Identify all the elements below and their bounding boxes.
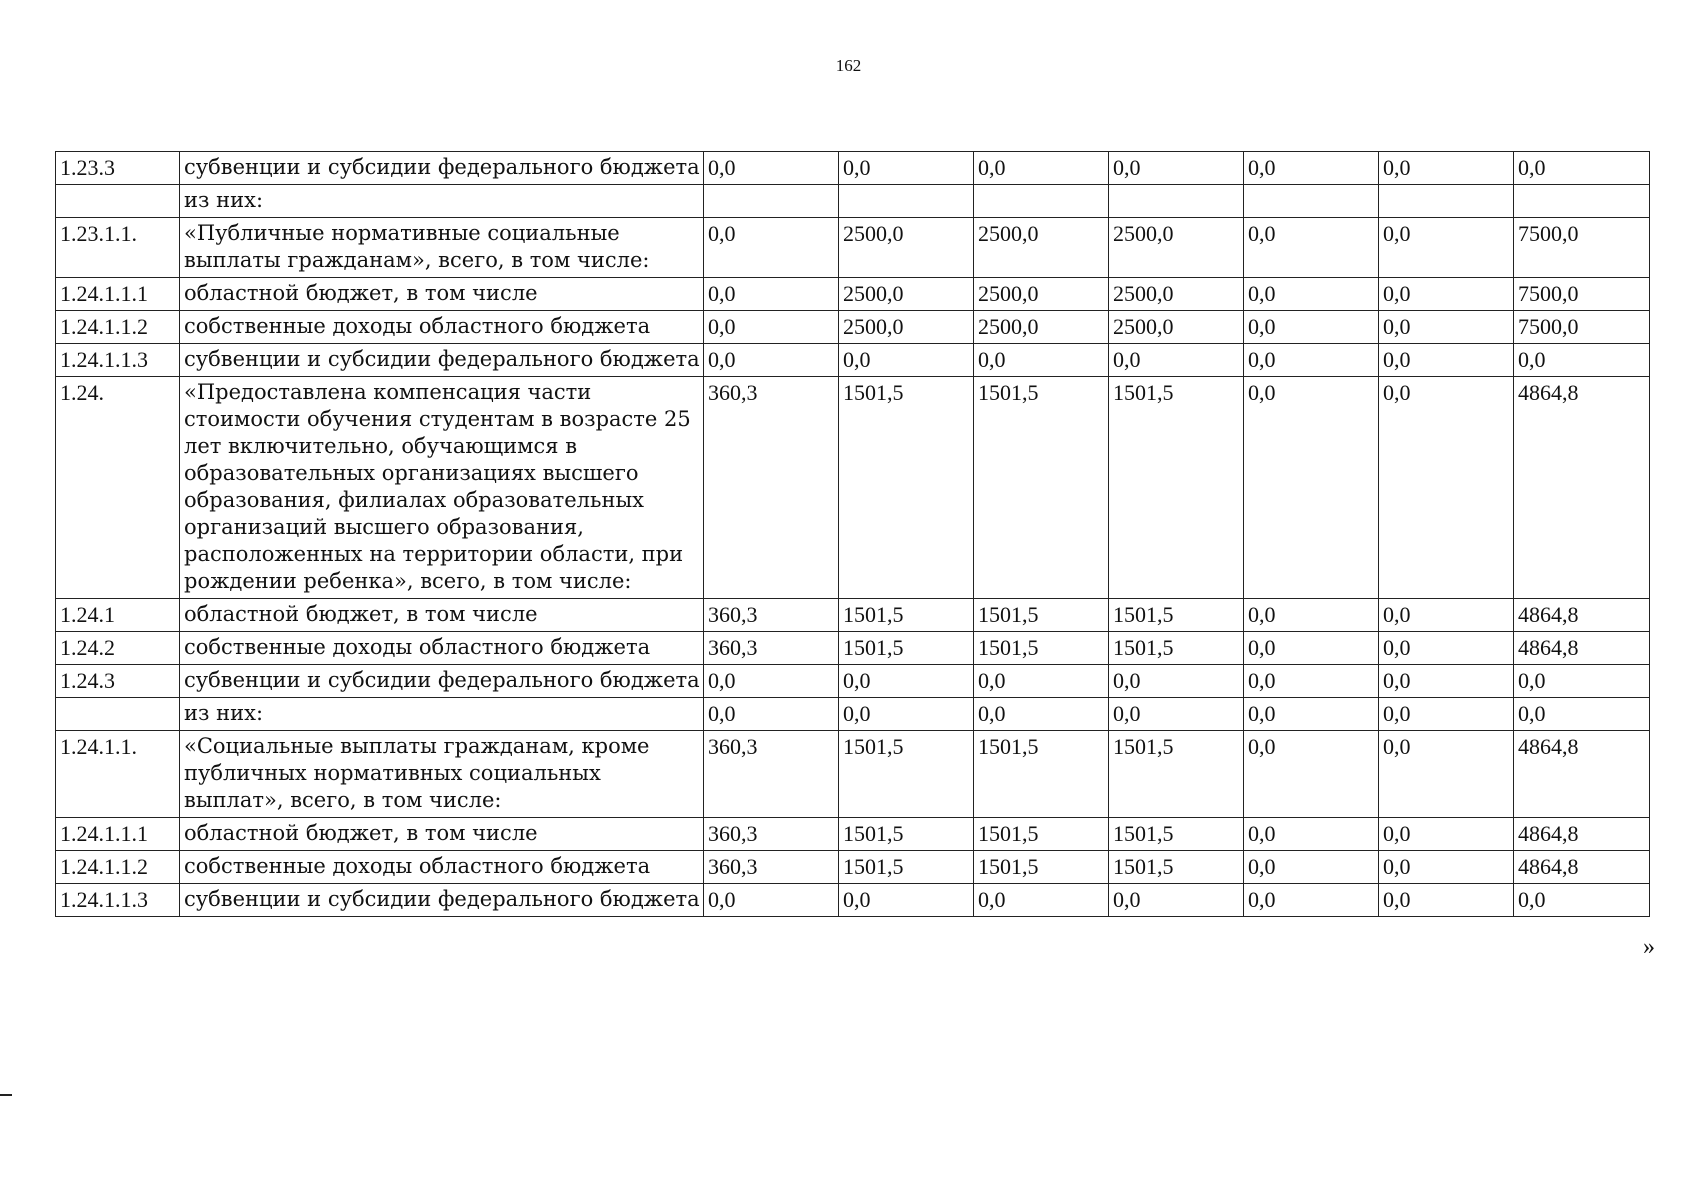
row-name-cell: субвенции и субсидии федерального бюджета bbox=[180, 665, 704, 698]
row-name-cell: собственные доходы областного бюджета bbox=[180, 851, 704, 884]
value-cell: 0,0 bbox=[974, 344, 1109, 377]
row-name-cell: субвенции и субсидии федерального бюджета bbox=[180, 152, 704, 185]
value-cell: 0,0 bbox=[1379, 311, 1514, 344]
value-cell: 1501,5 bbox=[974, 377, 1109, 599]
value-cell: 0,0 bbox=[1109, 152, 1244, 185]
table-row bbox=[56, 665, 1650, 698]
value-cell: 0,0 bbox=[1379, 377, 1514, 599]
value-cell: 0,0 bbox=[704, 311, 839, 344]
row-code-cell: 1.24.1 bbox=[56, 599, 180, 632]
value-cell: 2500,0 bbox=[1109, 278, 1244, 311]
value-cell: 1501,5 bbox=[974, 632, 1109, 665]
value-cell: 7500,0 bbox=[1514, 278, 1650, 311]
value-cell: 1501,5 bbox=[1109, 632, 1244, 665]
value-cell bbox=[974, 185, 1109, 218]
value-cell: 0,0 bbox=[1244, 152, 1379, 185]
value-cell: 0,0 bbox=[704, 152, 839, 185]
value-cell: 0,0 bbox=[1379, 278, 1514, 311]
table-row bbox=[56, 599, 1650, 632]
row-code-cell: 1.24.1.1.3 bbox=[56, 884, 180, 917]
value-cell: 1501,5 bbox=[974, 731, 1109, 818]
value-cell: 0,0 bbox=[974, 152, 1109, 185]
row-code-cell: 1.24. bbox=[56, 377, 180, 599]
value-cell: 1501,5 bbox=[839, 851, 974, 884]
row-name-cell: «Публичные нормативные социальные выплаты гражданам», всего, в том числе: bbox=[180, 218, 704, 278]
value-cell: 0,0 bbox=[1109, 665, 1244, 698]
value-cell: 1501,5 bbox=[839, 731, 974, 818]
row-code-cell: 1.24.1.1.3 bbox=[56, 344, 180, 377]
value-cell: 0,0 bbox=[1244, 731, 1379, 818]
value-cell: 0,0 bbox=[1379, 731, 1514, 818]
row-name-cell: из них: bbox=[180, 698, 704, 731]
value-cell bbox=[1379, 185, 1514, 218]
value-cell: 0,0 bbox=[1109, 884, 1244, 917]
value-cell: 1501,5 bbox=[839, 818, 974, 851]
value-cell: 0,0 bbox=[1244, 599, 1379, 632]
value-cell: 2500,0 bbox=[1109, 311, 1244, 344]
value-cell: 0,0 bbox=[1514, 884, 1650, 917]
value-cell: 0,0 bbox=[839, 152, 974, 185]
value-cell: 0,0 bbox=[704, 344, 839, 377]
table-row bbox=[56, 152, 1650, 185]
value-cell: 0,0 bbox=[1244, 665, 1379, 698]
table-row bbox=[56, 698, 1650, 731]
value-cell: 4864,8 bbox=[1514, 599, 1650, 632]
value-cell: 4864,8 bbox=[1514, 818, 1650, 851]
page-number: 162 bbox=[835, 56, 862, 75]
value-cell bbox=[1514, 185, 1650, 218]
table-row bbox=[56, 311, 1650, 344]
margin-dash bbox=[0, 1094, 12, 1096]
value-cell: 0,0 bbox=[1244, 818, 1379, 851]
value-cell: 0,0 bbox=[1244, 851, 1379, 884]
value-cell: 1501,5 bbox=[974, 851, 1109, 884]
row-code-cell: 1.24.1.1.2 bbox=[56, 851, 180, 884]
table-row bbox=[56, 185, 1650, 218]
value-cell: 2500,0 bbox=[974, 311, 1109, 344]
row-code-cell: 1.23.1.1. bbox=[56, 218, 180, 278]
value-cell: 0,0 bbox=[1244, 218, 1379, 278]
value-cell: 0,0 bbox=[974, 665, 1109, 698]
value-cell bbox=[704, 185, 839, 218]
row-code-cell: 1.24.2 bbox=[56, 632, 180, 665]
value-cell: 2500,0 bbox=[974, 218, 1109, 278]
value-cell: 0,0 bbox=[704, 884, 839, 917]
value-cell: 0,0 bbox=[1244, 311, 1379, 344]
value-cell: 0,0 bbox=[704, 698, 839, 731]
value-cell: 0,0 bbox=[704, 278, 839, 311]
table-row bbox=[56, 818, 1650, 851]
row-name-cell: собственные доходы областного бюджета bbox=[180, 311, 704, 344]
value-cell: 360,3 bbox=[704, 731, 839, 818]
row-code-cell: 1.24.1.1.2 bbox=[56, 311, 180, 344]
value-cell: 1501,5 bbox=[839, 599, 974, 632]
value-cell: 2500,0 bbox=[839, 311, 974, 344]
value-cell: 0,0 bbox=[1109, 344, 1244, 377]
row-name-cell: субвенции и субсидии федерального бюджета bbox=[180, 884, 704, 917]
value-cell: 0,0 bbox=[1379, 152, 1514, 185]
value-cell: 2500,0 bbox=[839, 278, 974, 311]
value-cell: 4864,8 bbox=[1514, 731, 1650, 818]
value-cell: 0,0 bbox=[1379, 698, 1514, 731]
value-cell: 7500,0 bbox=[1514, 311, 1650, 344]
value-cell: 0,0 bbox=[1514, 698, 1650, 731]
value-cell: 1501,5 bbox=[1109, 851, 1244, 884]
value-cell: 1501,5 bbox=[974, 818, 1109, 851]
table-row bbox=[56, 344, 1650, 377]
value-cell: 0,0 bbox=[1379, 665, 1514, 698]
value-cell bbox=[1244, 185, 1379, 218]
value-cell: 0,0 bbox=[1379, 599, 1514, 632]
table-row bbox=[56, 632, 1650, 665]
table-row bbox=[56, 851, 1650, 884]
row-name-cell: субвенции и субсидии федерального бюджета bbox=[180, 344, 704, 377]
value-cell: 0,0 bbox=[704, 665, 839, 698]
value-cell: 0,0 bbox=[1244, 698, 1379, 731]
value-cell: 4864,8 bbox=[1514, 377, 1650, 599]
value-cell: 2500,0 bbox=[974, 278, 1109, 311]
value-cell: 0,0 bbox=[1244, 884, 1379, 917]
value-cell: 360,3 bbox=[704, 632, 839, 665]
row-code-cell: 1.24.3 bbox=[56, 665, 180, 698]
table-body bbox=[56, 152, 1650, 917]
value-cell: 7500,0 bbox=[1514, 218, 1650, 278]
value-cell: 360,3 bbox=[704, 851, 839, 884]
closing-quote-mark: » bbox=[1643, 934, 1655, 960]
row-code-cell: 1.24.1.1. bbox=[56, 731, 180, 818]
value-cell: 0,0 bbox=[839, 698, 974, 731]
budget-table bbox=[55, 151, 1650, 917]
row-code-cell bbox=[56, 698, 180, 731]
row-name-cell: областной бюджет, в том числе bbox=[180, 278, 704, 311]
value-cell: 0,0 bbox=[1244, 632, 1379, 665]
value-cell: 4864,8 bbox=[1514, 851, 1650, 884]
table-row bbox=[56, 731, 1650, 818]
budget-table-container bbox=[55, 151, 1649, 917]
value-cell bbox=[1109, 185, 1244, 218]
row-name-cell: собственные доходы областного бюджета bbox=[180, 632, 704, 665]
row-code-cell: 1.23.3 bbox=[56, 152, 180, 185]
row-code-cell: 1.24.1.1.1 bbox=[56, 278, 180, 311]
value-cell: 2500,0 bbox=[839, 218, 974, 278]
value-cell: 4864,8 bbox=[1514, 632, 1650, 665]
value-cell: 360,3 bbox=[704, 818, 839, 851]
value-cell: 0,0 bbox=[974, 884, 1109, 917]
table-row bbox=[56, 278, 1650, 311]
value-cell: 0,0 bbox=[1244, 377, 1379, 599]
value-cell bbox=[839, 185, 974, 218]
value-cell: 1501,5 bbox=[839, 377, 974, 599]
value-cell: 0,0 bbox=[1379, 851, 1514, 884]
value-cell: 0,0 bbox=[704, 218, 839, 278]
value-cell: 0,0 bbox=[1379, 218, 1514, 278]
value-cell: 0,0 bbox=[839, 665, 974, 698]
value-cell: 0,0 bbox=[1379, 818, 1514, 851]
value-cell: 0,0 bbox=[1514, 665, 1650, 698]
row-name-cell: областной бюджет, в том числе bbox=[180, 599, 704, 632]
value-cell: 1501,5 bbox=[839, 632, 974, 665]
value-cell: 1501,5 bbox=[1109, 818, 1244, 851]
row-name-cell: «Предоставлена компенсация части стоимости обучения студентам в возрасте 25 лет включительно, обучающимся в образовательных организациях высшего образования, филиалах образовательных организаций высшего образования, расположенных на территории области, при рождении ребенка», всего, в том числе: bbox=[180, 377, 704, 599]
value-cell: 360,3 bbox=[704, 599, 839, 632]
value-cell: 0,0 bbox=[974, 698, 1109, 731]
row-code-cell: 1.24.1.1.1 bbox=[56, 818, 180, 851]
value-cell: 360,3 bbox=[704, 377, 839, 599]
value-cell: 0,0 bbox=[839, 344, 974, 377]
row-code-cell bbox=[56, 185, 180, 218]
value-cell: 1501,5 bbox=[1109, 599, 1244, 632]
row-name-cell: из них: bbox=[180, 185, 704, 218]
value-cell: 0,0 bbox=[1379, 632, 1514, 665]
value-cell: 1501,5 bbox=[1109, 731, 1244, 818]
value-cell: 0,0 bbox=[1109, 698, 1244, 731]
row-name-cell: «Социальные выплаты гражданам, кроме публичных нормативных социальных выплат», всего, в том числе: bbox=[180, 731, 704, 818]
table-row bbox=[56, 218, 1650, 278]
table-row bbox=[56, 377, 1650, 599]
value-cell: 0,0 bbox=[1379, 344, 1514, 377]
value-cell: 0,0 bbox=[839, 884, 974, 917]
value-cell: 2500,0 bbox=[1109, 218, 1244, 278]
value-cell: 0,0 bbox=[1514, 152, 1650, 185]
table-row bbox=[56, 884, 1650, 917]
row-name-cell: областной бюджет, в том числе bbox=[180, 818, 704, 851]
value-cell: 0,0 bbox=[1379, 884, 1514, 917]
value-cell: 0,0 bbox=[1244, 344, 1379, 377]
value-cell: 0,0 bbox=[1244, 278, 1379, 311]
value-cell: 1501,5 bbox=[1109, 377, 1244, 599]
value-cell: 1501,5 bbox=[974, 599, 1109, 632]
value-cell: 0,0 bbox=[1514, 344, 1650, 377]
